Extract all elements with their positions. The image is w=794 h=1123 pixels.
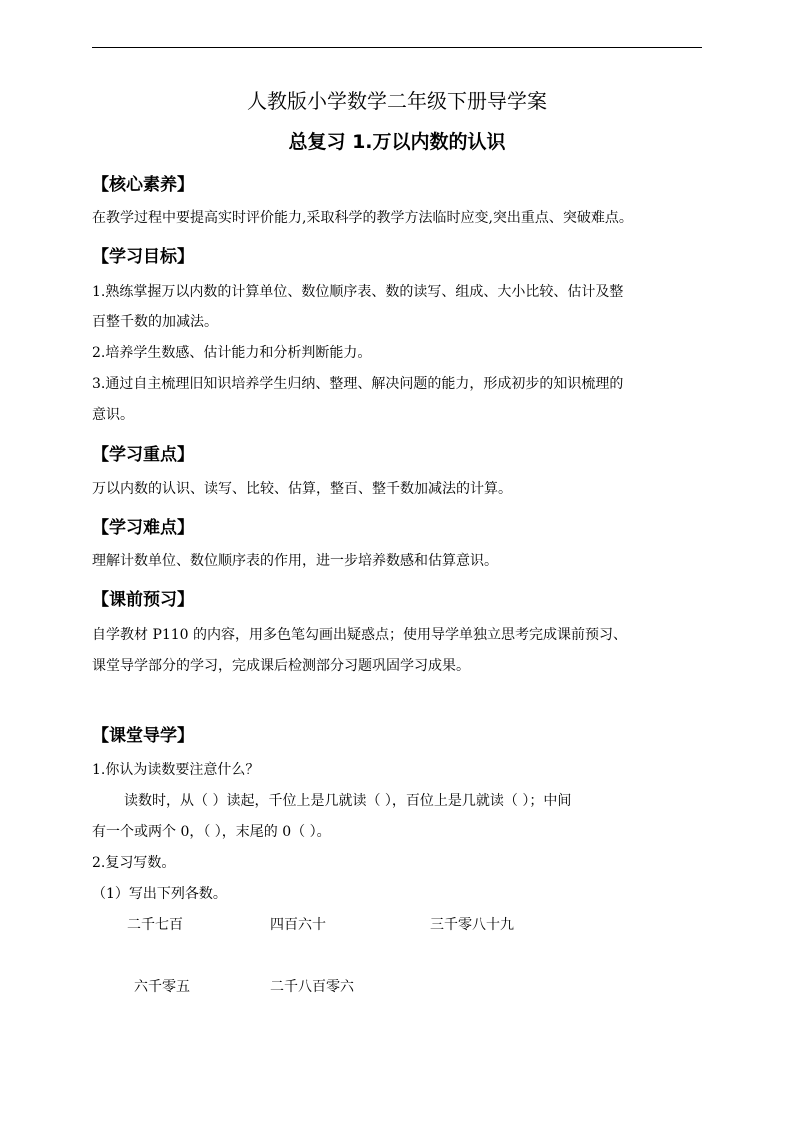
fill-in-line: 读数时，从（ ）读起，千位上是几就读（ ），百位上是几就读（ ）；中间 [124, 793, 572, 809]
preview-line: 自学教材 P110 的内容，用多色笔勾画出疑惑点；使用导学单独立思考完成课前预习、 [92, 627, 628, 643]
header-rule [92, 47, 702, 48]
heading-classroom: 【课堂导学】 [92, 726, 194, 746]
document-subtitle: 人教版小学数学二年级下册导学案 [247, 89, 547, 113]
goal-line: 1.熟练掌握万以内数的计算单位、数位顺序表、数的读写、组成、大小比较、估计及整 [92, 284, 624, 300]
heading-goals: 【学习目标】 [92, 247, 194, 267]
preview-line: 课堂导学部分的学习，完成课后检测部分习题巩固学习成果。 [92, 658, 470, 674]
goal-line: 意识。 [92, 407, 134, 423]
goal-line: 百整千数的加减法。 [92, 314, 218, 330]
document-title: 总复习 1.万以内数的认识 [288, 131, 506, 153]
number-word: 三千零八十九 [430, 917, 514, 933]
number-word: 四百六十 [270, 917, 326, 933]
fill-in-line: 有一个或两个 0，（ ），末尾的 0（ ）。 [92, 824, 331, 840]
question-line: 2.复习写数。 [92, 855, 176, 871]
goal-line: 2.培养学生数感、估计能力和分析判断能力。 [92, 345, 372, 361]
key-text: 万以内数的认识、读写、比较、估算，整百、整千数加减法的计算。 [92, 481, 512, 497]
goal-line: 3.通过自主梳理旧知识培养学生归纳、整理、解决问题的能力，形成初步的知识梳理的 [92, 376, 624, 392]
number-word: 二千八百零六 [270, 979, 354, 995]
heading-difficult: 【学习难点】 [92, 518, 194, 538]
heading-key: 【学习重点】 [92, 445, 194, 465]
difficult-text: 理解计数单位、数位顺序表的作用，进一步培养数感和估算意识。 [92, 553, 498, 569]
heading-core: 【核心素养】 [92, 175, 194, 195]
core-text: 在教学过程中要提高实时评价能力,采取科学的教学方法临时应变,突出重点、突破难点。 [92, 210, 633, 226]
question-line: 1.你认为读数要注意什么？ [92, 762, 260, 778]
heading-preview: 【课前预习】 [92, 590, 194, 610]
number-word: 六千零五 [134, 979, 190, 995]
subquestion-line: （1）写出下列各数。 [92, 886, 227, 902]
number-word: 二千七百 [127, 917, 183, 933]
